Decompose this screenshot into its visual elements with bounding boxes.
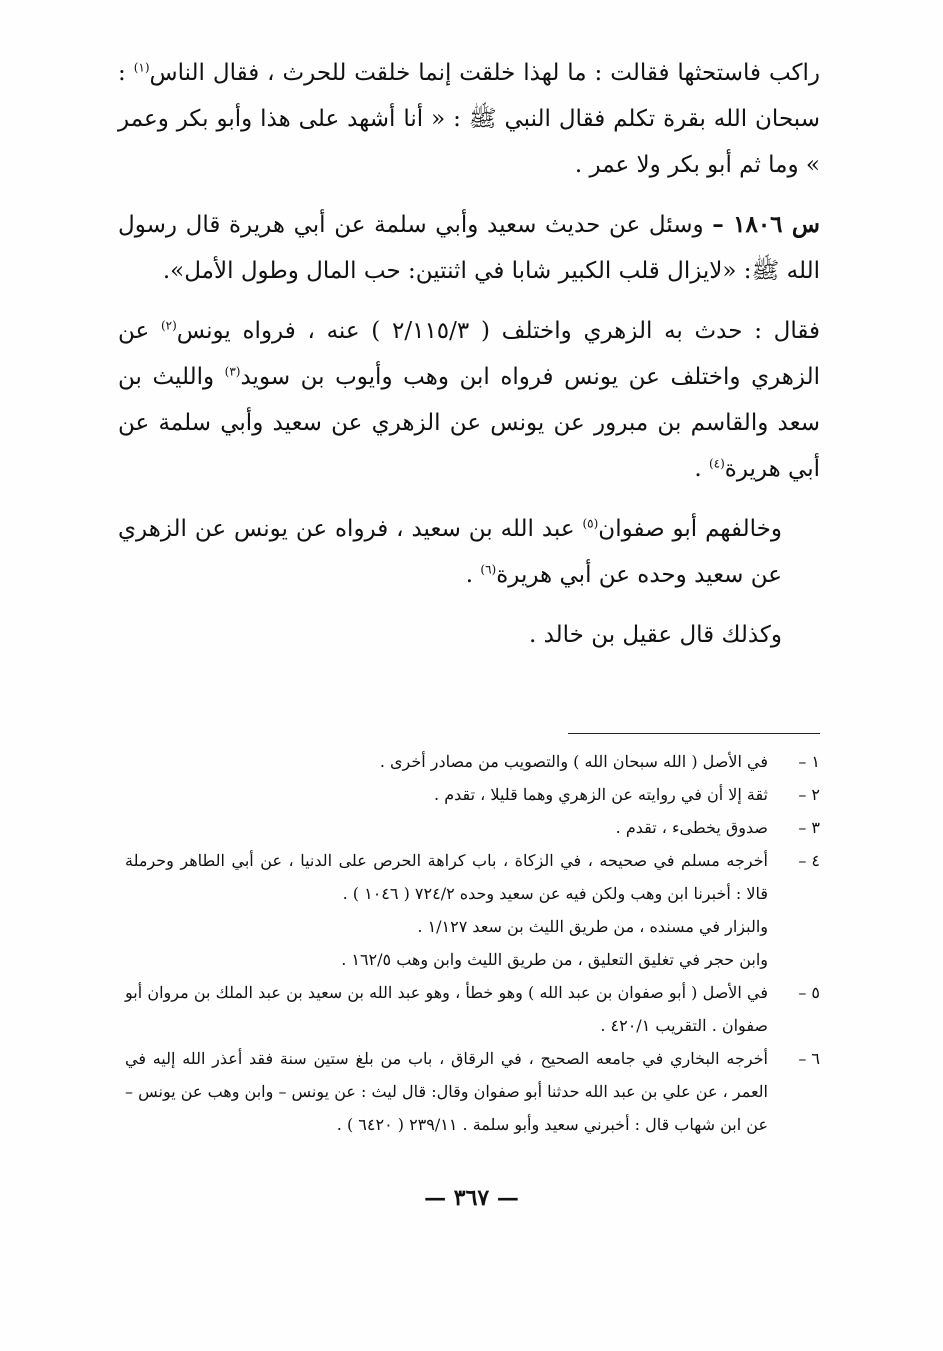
paragraph-4: وخالفهم أبو صفوان$^{(٥)}$ عبد الله بن سعيد ، فرواه عن يونس عن الزهري عن سعيد وحده عن أبي هريرة$^{(٦)}$ . — [118, 516, 782, 588]
footnotes — [125, 745, 820, 1141]
page-number: — ٣٦٧ — — [424, 1185, 519, 1211]
main-text — [118, 50, 820, 672]
footnote-ref-1: (١) — [133, 60, 150, 75]
footnote-ref-2: (٢) — [160, 318, 177, 333]
footnote-ref-4: (٤) — [708, 456, 725, 471]
footnote-2: ٢ – ثقة إلا أن في روايته عن الزهري وهما قليلا ، تقدم . — [125, 778, 820, 811]
footnote-5: ٥ – في الأصل ( أبو صفوان بن عبد الله ) وهو خطأ ، وهو عبد الله بن سعيد بن عبد الملك بن مروان أبو صفوان . التقريب ٤٢٠/١ . — [125, 976, 820, 1042]
footnote-1: ١ – في الأصل ( الله سبحان الله ) والتصويب من مصادر أخرى . — [125, 745, 820, 778]
footnote-number: ٢ – — [798, 785, 820, 804]
paragraph-3: فقال : حدث به الزهري واختلف ( ٢/١١٥/٣ ) عنه ، فرواه يونس$^{(٢)}$ عن الزهري واختلف عن يونس فرواه ابن وهب وأيوب بن سويد$^{(٣)}$ والليث بن سعد والقاسم بن مبرور عن يونس عن الزهري عن سعيد وأبي سلمة عن أبي هريرة$^{(٤)}$ . — [118, 318, 821, 482]
footnote-number: ٤ – — [798, 851, 820, 870]
footnote-separator — [568, 733, 820, 734]
footnote-ref-6: (٦) — [480, 562, 497, 577]
footnote-3: ٣ – صدوق يخطىء ، تقدم . — [125, 811, 820, 844]
footnote-ref-5: (٥) — [582, 516, 599, 531]
footnote-number: ٦ – — [798, 1049, 820, 1068]
question-1806: س ١٨٠٦ – وسئل عن حديث سعيد وأبي سلمة عن أبي هريرة قال رسول الله ﷺ: «لايزال قلب الكبير شابا في اثنتين: حب المال وطول الأمل». — [118, 211, 820, 284]
footnote-number: ٥ – — [798, 983, 820, 1002]
footnote-6: ٦ – أخرجه البخاري في جامعه الصحيح ، في الرقاق ، باب من بلغ ستين سنة فقد أعذر الله إليه في العمر ، عن علي بن عبد الله حدثنا أبو صفوان وقال: قال ليث : عن يونس – وابن وهب عن يونس – عن ابن شهاب قال : أخبرني سعيد وأبو سلمة . ٢٣٩/١١ ( ٦٤٢٠ ) . — [125, 1042, 820, 1141]
footnote-4: ٤ – أخرجه مسلم في صحيحه ، في الزكاة ، باب كراهة الحرص على الدنيا ، عن أبي الطاهر وحرملة قالا : أخبرنا ابن وهب ولكن فيه عن سعيد وحده ٧٢٤/٢ ( ١٠٤٦ ) . والبزار في مسنده ، من طريق الليث بن سعد ١/١٢٧ . وابن حجر في تغليق التعليق ، من طريق الليث وابن وهب ١٦٢/٥ . — [125, 844, 820, 976]
footnote-ref-3: (٣) — [224, 364, 241, 379]
footnote-number: ١ – — [798, 752, 820, 771]
paragraph-1: راكب فاستحثها فقالت : ما لهذا خلقت إنما خلقت للحرث ، فقال الناس$^{(١)}$ : سبحان الله بقرة تكلم فقال النبي ﷺ : « أنا أشهد على هذا وأبو بكر وعمر » وما ثم أبو بكر ولا عمر . — [118, 60, 820, 178]
question-number: س ١٨٠٦ – — [712, 211, 820, 238]
footnote-number: ٣ – — [798, 818, 820, 837]
paragraph-5: وكذلك قال عقيل بن خالد . — [528, 622, 782, 648]
